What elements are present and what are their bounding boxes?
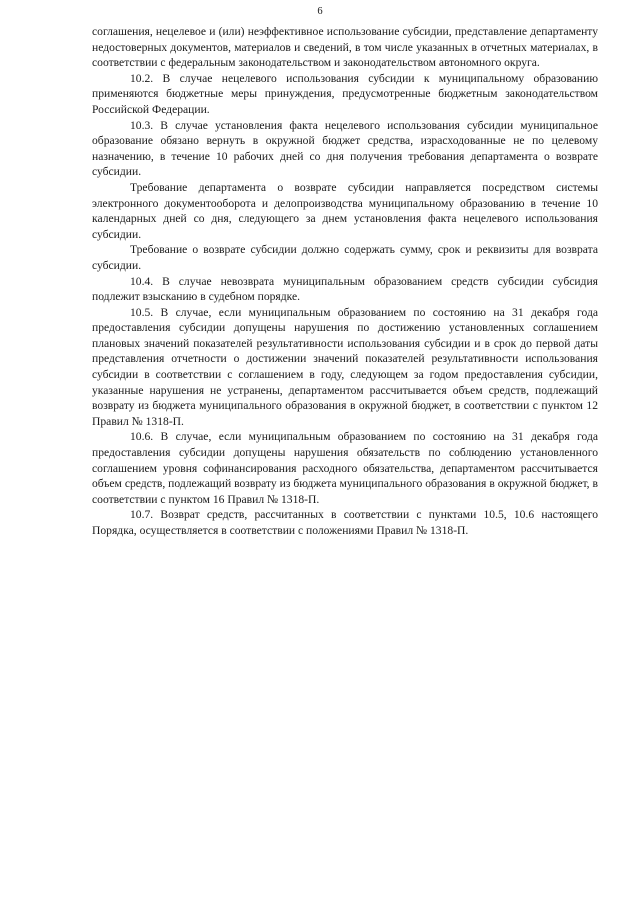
paragraph-10-3: 10.3. В случае установления факта нецелевого использования субсидии муниципальное образование обязано вернуть в окружной бюджет средства, израсходованные не по целевому назначению, в течение 10 рабочих дней со дня получения требования департамента о возврате субсидии. (92, 118, 598, 179)
paragraph-10-7: 10.7. Возврат средств, рассчитанных в соответствии с пунктами 10.5, 10.6 настоящего Порядка, осуществляется в соответствии с положениями Правил № 1318-П. (92, 508, 598, 537)
paragraph-10-6: 10.6. В случае, если муниципальным образованием по состоянию на 31 декабря года предоставления субсидии допущены нарушения обязательств по соблюдению установленного соглашением уровня софинансирования расходного обязательства, департаментом рассчитывается объем средств, подлежащий возврату из бюджета муниципального образования в окружной бюджет, в соответствии с пунктом 16 Правил № 1318-П. (92, 430, 598, 506)
page-number: 6 (317, 6, 323, 17)
paragraph-10-5: 10.5. В случае, если муниципальным образованием по состоянию на 31 декабря года предоставления субсидии допущены нарушения по достижению установленных соглашением плановых значений показателей результативности использования субсидии и в срок до первой даты представления отчетности о достижении значений показателей результативности использования субсидии в соответствии с соглашением в году, следующем за годом предоставления субсидии, указанные нарушения не устранены, департаментом рассчитывается объем средств, подлежащий возврату из бюджета муниципального образования в окружной бюджет, в соответствии с пунктом 12 Правил № 1318-П. (92, 305, 598, 428)
paragraph-10-4: 10.4. В случае невозврата муниципальным образованием средств субсидии субсидия подлежит взысканию в судебном порядке. (92, 274, 598, 304)
paragraph-continuation: соглашения, нецелевое и (или) неэффективное использование субсидии, представление департаменту недостоверных документов, материалов и сведений, в том числе указанных в отчетных материалах, в соответствии с федеральным законодательством и законодательством автономного округа. (92, 25, 598, 70)
paragraph-10-3-content: Требование о возврате субсидии должно содержать сумму, срок и реквизиты для возврата субсидии. (92, 243, 598, 272)
paragraph-10-2: 10.2. В случае нецелевого использования субсидии к муниципальному образованию применяются бюджетные меры принуждения, предусмотренные бюджетным законодательством Российской Федерации. (92, 71, 598, 116)
paragraph-10-3-requirement: Требование департамента о возврате субсидии направляется посредством системы электронного документооборота и делопроизводства муниципальному образованию в течение 10 календарных дней со дня, следующего за днем установления факта нецелевого использования субсидии. (92, 180, 598, 241)
document-body (92, 24, 598, 539)
